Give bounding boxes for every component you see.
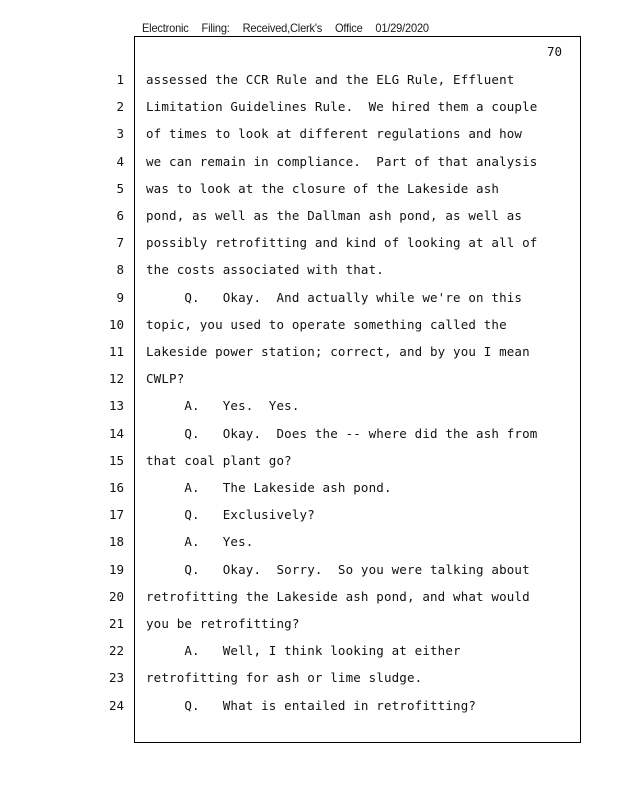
line-text: topic, you used to operate something called the — [146, 317, 507, 332]
line-text: Q. Okay. Sorry. So you were talking about — [146, 562, 530, 577]
stamp-word: Received,Clerk's — [242, 21, 323, 35]
line-text: pond, as well as the Dallman ash pond, as well as — [146, 208, 523, 223]
stamp-word: Office — [335, 21, 363, 35]
line-number: 15 — [108, 453, 124, 468]
line-number: 4 — [116, 154, 124, 169]
line-number: 2 — [116, 99, 124, 114]
line-text: CWLP? — [146, 371, 185, 386]
page-number: 70 — [546, 44, 562, 59]
line-number: 24 — [108, 698, 124, 713]
line-text: A. The Lakeside ash pond. — [146, 480, 392, 495]
line-text: A. Well, I think looking at either — [146, 643, 461, 658]
line-number: 8 — [116, 262, 124, 277]
line-text: Q. Okay. And actually while we're on this — [146, 290, 523, 305]
line-text: we can remain in compliance. Part of that analysis — [146, 154, 538, 169]
line-text: that coal plant go? — [146, 453, 292, 468]
line-number: 23 — [108, 670, 124, 685]
line-text: Limitation Guidelines Rule. We hired them a couple — [146, 99, 538, 114]
line-number: 12 — [108, 371, 124, 386]
line-number: 1 — [116, 72, 124, 87]
transcript-page-border — [134, 36, 581, 743]
line-number: 18 — [108, 534, 124, 549]
line-text: possibly retrofitting and kind of looking at all of — [146, 235, 538, 250]
stamp-word: Filing: — [201, 21, 230, 35]
line-text: Q. Okay. Does the -- where did the ash from — [146, 426, 538, 441]
stamp-word: 01/29/2020 — [375, 21, 429, 35]
line-number: 14 — [108, 426, 124, 441]
line-number: 16 — [108, 480, 124, 495]
stamp-word: Electronic — [142, 21, 189, 35]
line-number: 19 — [108, 562, 124, 577]
line-text: Q. Exclusively? — [146, 507, 315, 522]
line-text: was to look at the closure of the Lakeside ash — [146, 181, 500, 196]
filing-stamp — [142, 21, 442, 35]
line-text: A. Yes. — [146, 534, 254, 549]
line-text: retrofitting the Lakeside ash pond, and what would — [146, 589, 530, 604]
line-number: 20 — [108, 589, 124, 604]
line-number: 5 — [116, 181, 124, 196]
line-text: A. Yes. Yes. — [146, 398, 300, 413]
line-number: 7 — [116, 235, 124, 250]
line-text: Lakeside power station; correct, and by you I mean — [146, 344, 530, 359]
line-number: 9 — [116, 290, 124, 305]
line-number: 22 — [108, 643, 124, 658]
line-text: retrofitting for ash or lime sludge. — [146, 670, 423, 685]
line-number: 10 — [108, 317, 124, 332]
line-text: the costs associated with that. — [146, 262, 384, 277]
line-text: assessed the CCR Rule and the ELG Rule, Effluent — [146, 72, 515, 87]
line-number: 17 — [108, 507, 124, 522]
line-number: 6 — [116, 208, 124, 223]
line-text: Q. What is entailed in retrofitting? — [146, 698, 477, 713]
line-number: 21 — [108, 616, 124, 631]
line-number: 11 — [108, 344, 124, 359]
line-number: 3 — [116, 126, 124, 141]
line-number: 13 — [108, 398, 124, 413]
line-text: you be retrofitting? — [146, 616, 300, 631]
line-text: of times to look at different regulations and how — [146, 126, 523, 141]
